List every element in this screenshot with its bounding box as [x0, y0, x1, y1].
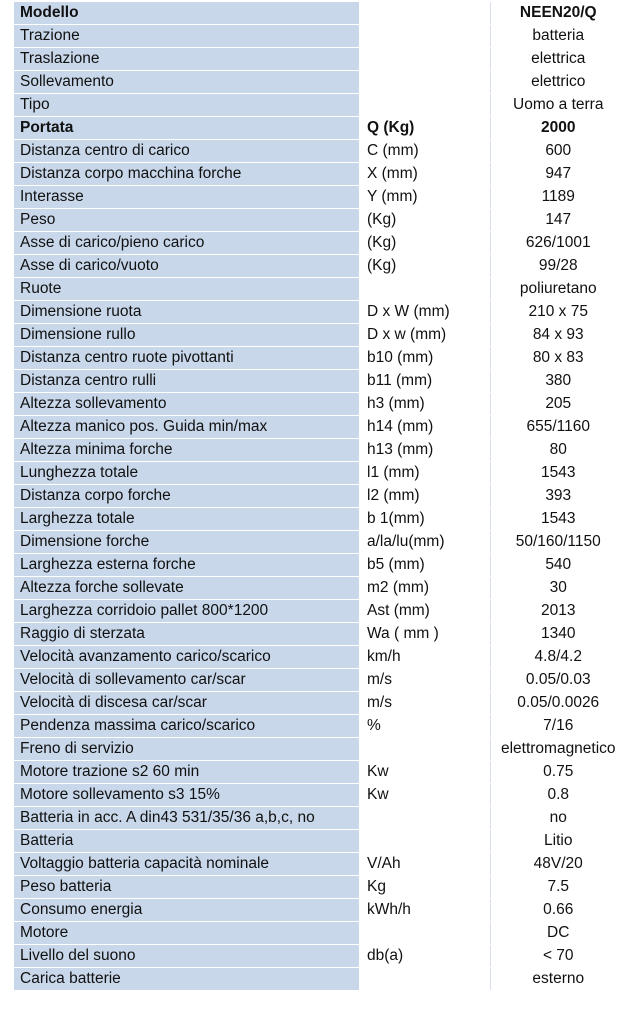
- spec-label: Distanza centro ruote pivottanti: [14, 347, 360, 370]
- spec-label: Dimensione forche: [14, 531, 360, 554]
- spec-unit: [360, 968, 490, 991]
- spec-unit: h14 (mm): [360, 416, 490, 439]
- table-row: [14, 807, 626, 830]
- spec-value: 210 x 75: [490, 301, 626, 324]
- table-row: [14, 715, 626, 738]
- table-row: [14, 669, 626, 692]
- spec-unit: Kg: [360, 876, 490, 899]
- spec-label: Ruote: [14, 278, 360, 301]
- table-row: [14, 554, 626, 577]
- table-row: [14, 255, 626, 278]
- spec-label: Traslazione: [14, 48, 360, 71]
- spec-unit: m/s: [360, 669, 490, 692]
- table-row: [14, 163, 626, 186]
- table-row: [14, 462, 626, 485]
- table-row: [14, 416, 626, 439]
- table-row: [14, 531, 626, 554]
- spec-label: Dimensione rullo: [14, 324, 360, 347]
- spec-label: Asse di carico/vuoto: [14, 255, 360, 278]
- spec-value: 7.5: [490, 876, 626, 899]
- spec-value: 30: [490, 577, 626, 600]
- spec-unit: [360, 922, 490, 945]
- table-row: [14, 623, 626, 646]
- spec-value: 626/1001: [490, 232, 626, 255]
- spec-unit: h13 (mm): [360, 439, 490, 462]
- spec-value: 600: [490, 140, 626, 163]
- spec-value: 84 x 93: [490, 324, 626, 347]
- table-row: [14, 140, 626, 163]
- spec-label: Motore: [14, 922, 360, 945]
- spec-value: 80 x 83: [490, 347, 626, 370]
- spec-value: elettrico: [490, 71, 626, 94]
- spec-label: Distanza corpo forche: [14, 485, 360, 508]
- spec-label: Lunghezza totale: [14, 462, 360, 485]
- spec-label: Larghezza totale: [14, 508, 360, 531]
- table-row: [14, 945, 626, 968]
- spec-label: Altezza manico pos. Guida min/max: [14, 416, 360, 439]
- spec-label: Altezza sollevamento: [14, 393, 360, 416]
- spec-label: Consumo energia: [14, 899, 360, 922]
- spec-unit: [360, 807, 490, 830]
- spec-unit: Wa ( mm ): [360, 623, 490, 646]
- spec-unit: Kw: [360, 761, 490, 784]
- spec-table: [14, 2, 626, 991]
- spec-label: Distanza centro di carico: [14, 140, 360, 163]
- table-row: [14, 393, 626, 416]
- spec-label: Larghezza corridoio pallet 800*1200: [14, 600, 360, 623]
- spec-unit: h3 (mm): [360, 393, 490, 416]
- spec-value: < 70: [490, 945, 626, 968]
- spec-unit: [360, 71, 490, 94]
- spec-unit: b5 (mm): [360, 554, 490, 577]
- spec-value: 947: [490, 163, 626, 186]
- spec-label: Velocità di discesa car/scar: [14, 692, 360, 715]
- spec-value: esterno: [490, 968, 626, 991]
- table-row: [14, 71, 626, 94]
- table-row: [14, 876, 626, 899]
- table-row: [14, 600, 626, 623]
- spec-value: 50/160/1150: [490, 531, 626, 554]
- spec-label: Velocità avanzamento carico/scarico: [14, 646, 360, 669]
- spec-unit: m2 (mm): [360, 577, 490, 600]
- spec-value: Litio: [490, 830, 626, 853]
- table-row: [14, 830, 626, 853]
- spec-unit: b11 (mm): [360, 370, 490, 393]
- spec-label: Velocità di sollevamento car/scar: [14, 669, 360, 692]
- spec-value: 147: [490, 209, 626, 232]
- spec-value: Uomo a terra: [490, 94, 626, 117]
- spec-label: Altezza forche sollevate: [14, 577, 360, 600]
- spec-value: 393: [490, 485, 626, 508]
- spec-value: 4.8/4.2: [490, 646, 626, 669]
- spec-label: Peso: [14, 209, 360, 232]
- table-row: [14, 209, 626, 232]
- spec-unit: l1 (mm): [360, 462, 490, 485]
- spec-value: 80: [490, 439, 626, 462]
- table-row: [14, 784, 626, 807]
- table-row: [14, 485, 626, 508]
- spec-label: Motore sollevamento s3 15%: [14, 784, 360, 807]
- spec-unit: [360, 278, 490, 301]
- table-row: [14, 922, 626, 945]
- spec-value: no: [490, 807, 626, 830]
- spec-value: 1543: [490, 462, 626, 485]
- spec-unit: [360, 2, 490, 25]
- spec-label: Trazione: [14, 25, 360, 48]
- table-row: [14, 692, 626, 715]
- spec-label: Interasse: [14, 186, 360, 209]
- table-row: [14, 646, 626, 669]
- spec-label: Livello del suono: [14, 945, 360, 968]
- spec-value: elettrica: [490, 48, 626, 71]
- spec-label: Tipo: [14, 94, 360, 117]
- spec-value: 2000: [490, 117, 626, 140]
- spec-unit: m/s: [360, 692, 490, 715]
- spec-label: Sollevamento: [14, 71, 360, 94]
- spec-unit: [360, 25, 490, 48]
- spec-unit: b10 (mm): [360, 347, 490, 370]
- spec-label: Dimensione ruota: [14, 301, 360, 324]
- spec-value: 1543: [490, 508, 626, 531]
- spec-unit: (Kg): [360, 255, 490, 278]
- spec-unit: [360, 94, 490, 117]
- spec-value: 2013: [490, 600, 626, 623]
- spec-value: 540: [490, 554, 626, 577]
- spec-unit: (Kg): [360, 209, 490, 232]
- spec-unit: l2 (mm): [360, 485, 490, 508]
- spec-unit: Kw: [360, 784, 490, 807]
- spec-unit: b 1(mm): [360, 508, 490, 531]
- spec-unit: km/h: [360, 646, 490, 669]
- table-row: [14, 761, 626, 784]
- spec-value: NEEN20/Q: [490, 2, 626, 25]
- spec-value: 0.8: [490, 784, 626, 807]
- spec-value: 48V/20: [490, 853, 626, 876]
- spec-value: 380: [490, 370, 626, 393]
- spec-value: poliuretano: [490, 278, 626, 301]
- spec-value: elettromagnetico: [490, 738, 626, 761]
- spec-value: 1189: [490, 186, 626, 209]
- spec-label: Peso batteria: [14, 876, 360, 899]
- spec-unit: X (mm): [360, 163, 490, 186]
- spec-value: 205: [490, 393, 626, 416]
- spec-unit: Y (mm): [360, 186, 490, 209]
- spec-unit: D x w (mm): [360, 324, 490, 347]
- spec-unit: D x W (mm): [360, 301, 490, 324]
- spec-label: Distanza centro rulli: [14, 370, 360, 393]
- spec-value: 99/28: [490, 255, 626, 278]
- spec-value: batteria: [490, 25, 626, 48]
- table-row: [14, 232, 626, 255]
- table-row: [14, 186, 626, 209]
- table-row: [14, 347, 626, 370]
- spec-unit: [360, 738, 490, 761]
- spec-label: Freno di servizio: [14, 738, 360, 761]
- table-row: [14, 48, 626, 71]
- spec-unit: Q (Kg): [360, 117, 490, 140]
- table-row: [14, 899, 626, 922]
- table-row: [14, 738, 626, 761]
- spec-unit: db(a): [360, 945, 490, 968]
- table-row: [14, 2, 626, 25]
- spec-label: Modello: [14, 2, 360, 25]
- spec-unit: V/Ah: [360, 853, 490, 876]
- spec-value: 0.75: [490, 761, 626, 784]
- spec-label: Pendenza massima carico/scarico: [14, 715, 360, 738]
- table-row: [14, 439, 626, 462]
- spec-unit: Ast (mm): [360, 600, 490, 623]
- spec-unit: a/la/lu(mm): [360, 531, 490, 554]
- table-row: [14, 853, 626, 876]
- spec-unit: [360, 48, 490, 71]
- table-row: [14, 508, 626, 531]
- spec-value: 655/1160: [490, 416, 626, 439]
- spec-unit: %: [360, 715, 490, 738]
- spec-value: 1340: [490, 623, 626, 646]
- spec-unit: [360, 830, 490, 853]
- spec-label: Altezza minima forche: [14, 439, 360, 462]
- spec-label: Larghezza esterna forche: [14, 554, 360, 577]
- spec-label: Portata: [14, 117, 360, 140]
- table-row: [14, 25, 626, 48]
- spec-value: 0.05/0.03: [490, 669, 626, 692]
- spec-label: Distanza corpo macchina forche: [14, 163, 360, 186]
- table-row: [14, 301, 626, 324]
- spec-value: DC: [490, 922, 626, 945]
- spec-label: Raggio di sterzata: [14, 623, 360, 646]
- spec-label: Motore trazione s2 60 min: [14, 761, 360, 784]
- spec-label: Voltaggio batteria capacità nominale: [14, 853, 360, 876]
- spec-label: Batteria: [14, 830, 360, 853]
- spec-value: 0.66: [490, 899, 626, 922]
- table-row: [14, 968, 626, 991]
- table-row: [14, 324, 626, 347]
- spec-value: 0.05/0.0026: [490, 692, 626, 715]
- spec-label: Asse di carico/pieno carico: [14, 232, 360, 255]
- spec-table-body: [14, 2, 626, 991]
- spec-label: Carica batterie: [14, 968, 360, 991]
- table-row: [14, 577, 626, 600]
- spec-unit: (Kg): [360, 232, 490, 255]
- spec-unit: C (mm): [360, 140, 490, 163]
- spec-label: Batteria in acc. A din43 531/35/36 a,b,c, no: [14, 807, 360, 830]
- table-row: [14, 117, 626, 140]
- spec-unit: kWh/h: [360, 899, 490, 922]
- table-row: [14, 94, 626, 117]
- table-row: [14, 370, 626, 393]
- table-row: [14, 278, 626, 301]
- spec-value: 7/16: [490, 715, 626, 738]
